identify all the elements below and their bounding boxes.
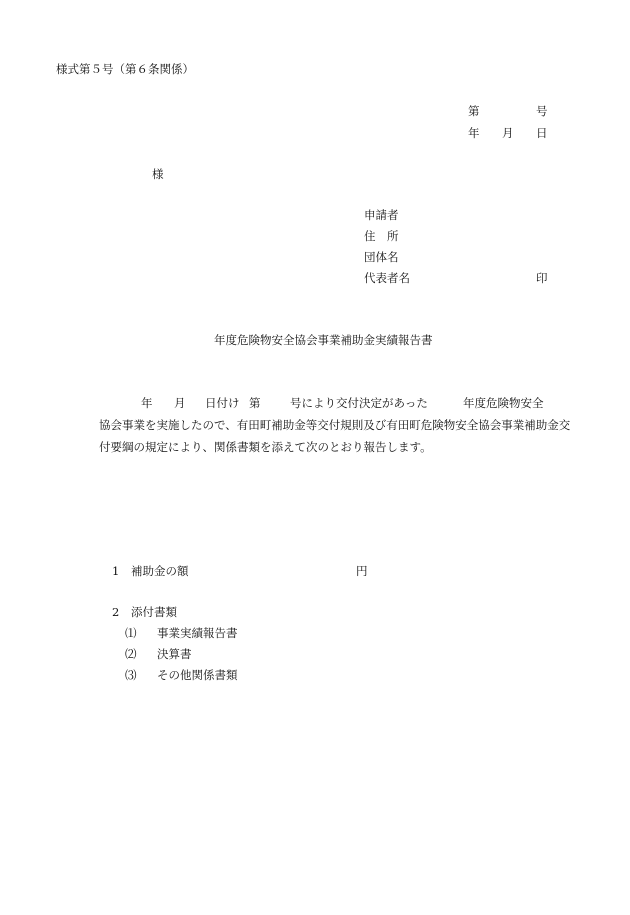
attachment-label: 事業実績報告書	[157, 626, 238, 640]
attachment-marker: ⑴	[125, 626, 137, 640]
applicant-org-label: 団体名	[364, 250, 399, 264]
date-month: 月	[502, 126, 514, 140]
attachment-label: 決算書	[157, 647, 192, 661]
date-day: 日	[536, 126, 548, 140]
body-month: 月	[174, 396, 186, 410]
body-fiscal: 年度危険物安全	[463, 396, 544, 410]
item1-number: 1	[112, 564, 120, 578]
document-title: 年度危険物安全協会事業補助金実績報告書	[214, 333, 433, 347]
form-id: 様式第５号（第６条関係）	[56, 62, 194, 76]
doc-number-prefix: 第	[468, 104, 480, 118]
body-number-prefix: 第	[249, 396, 261, 410]
item2-number: 2	[112, 605, 120, 619]
body-line-2: 協会事業を実施したので、有田町補助金等交付規則及び有田町危険物安全協会事業補助金交	[99, 418, 571, 432]
seal-mark: 印	[536, 271, 548, 285]
item1-unit: 円	[356, 564, 368, 578]
item1-label: 補助金の額	[131, 564, 189, 578]
item2-label: 添付書類	[131, 605, 177, 619]
doc-number-suffix: 号	[536, 104, 548, 118]
body-number-text: 号により交付決定があった	[290, 396, 428, 410]
body-year: 年	[141, 396, 153, 410]
attachment-label: その他関係書類	[157, 668, 238, 682]
recipient-suffix: 様	[152, 167, 164, 181]
body-line-3: 付要綱の規定により、関係書類を添えて次のとおり報告します。	[99, 440, 432, 454]
applicant-heading: 申請者	[364, 208, 399, 222]
attachment-marker: ⑵	[125, 647, 137, 661]
attachment-marker: ⑶	[125, 668, 137, 682]
date-year: 年	[468, 126, 480, 140]
applicant-address-label: 住 所	[364, 229, 399, 243]
applicant-rep-label: 代表者名	[364, 271, 410, 285]
body-dated: 日付け	[205, 396, 240, 410]
